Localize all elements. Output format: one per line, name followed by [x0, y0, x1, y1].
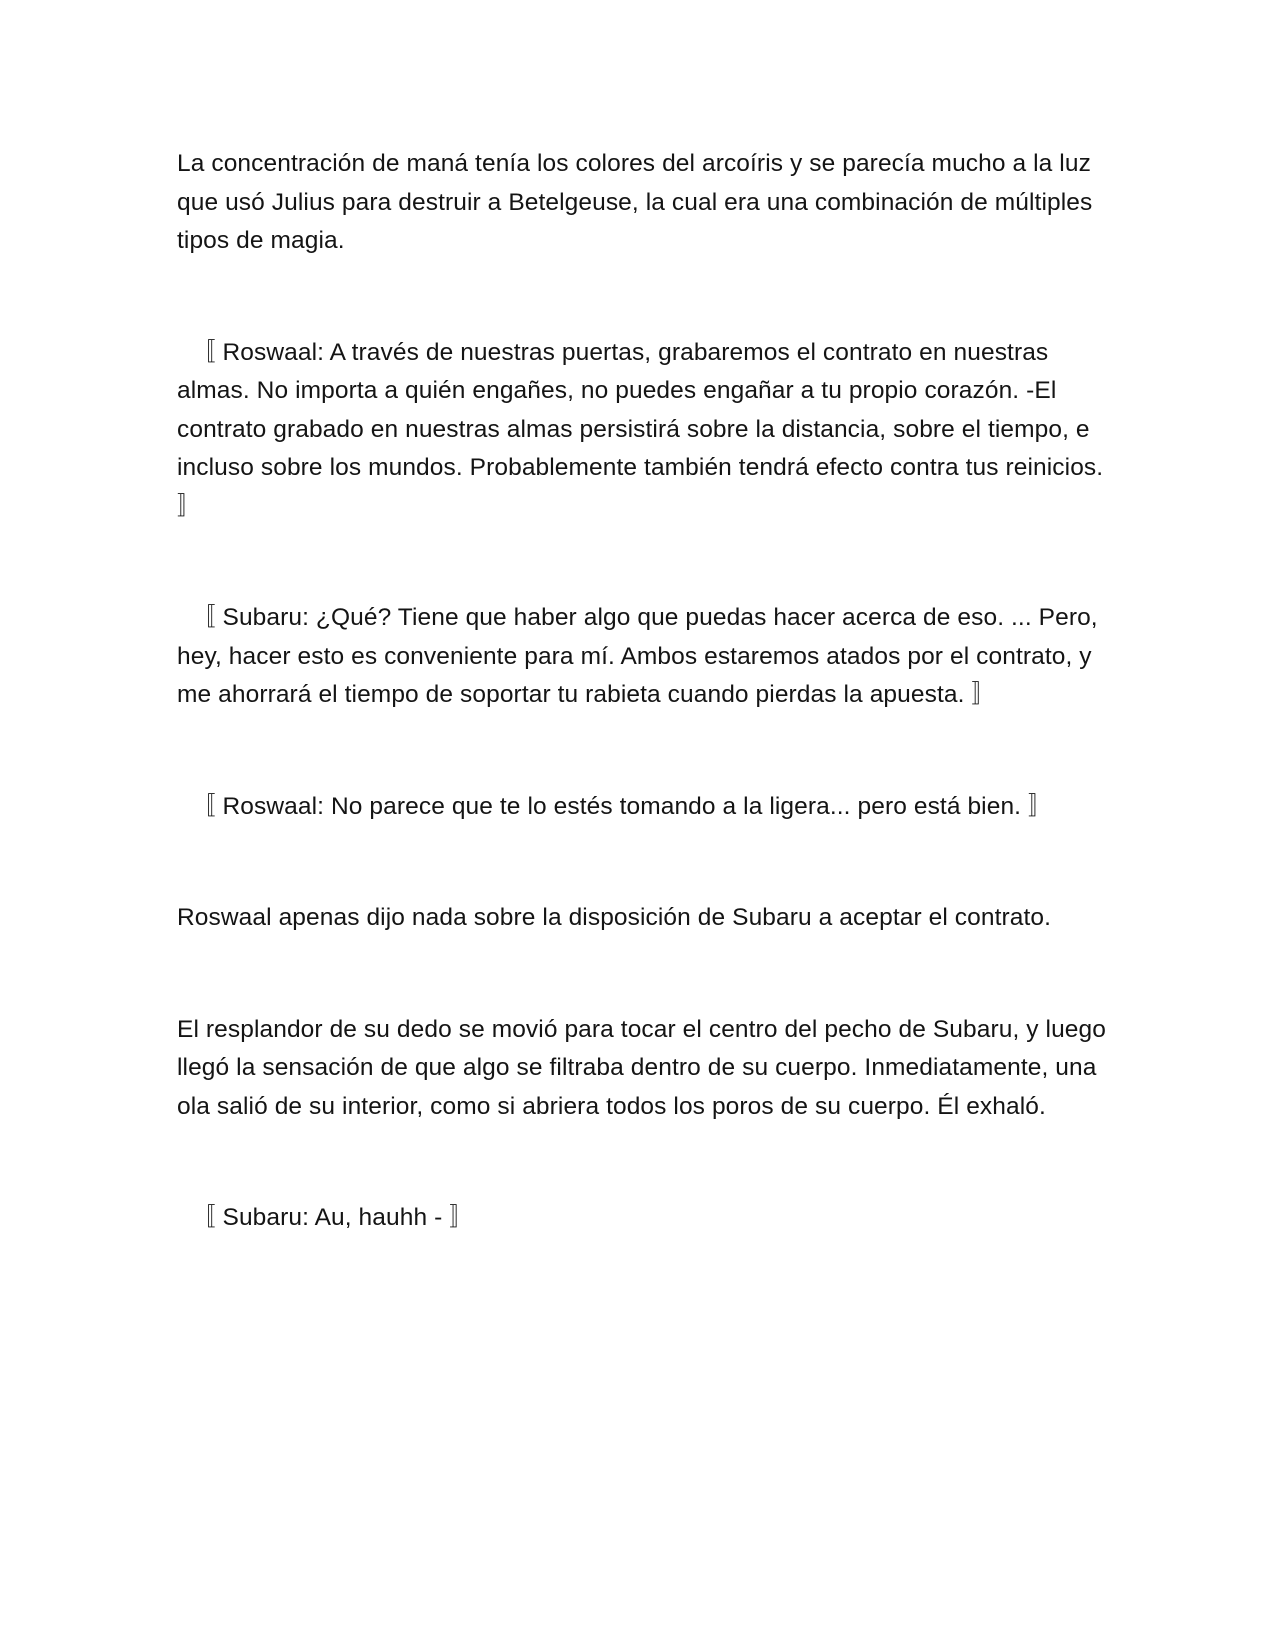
paragraph-dialogue-roswaal: 〚 Roswaal: A través de nuestras puertas, grabaremos el contrato en nuestras almas. No importa a quién engañes, no puedes engañar a tu propio corazón. -El contrato grabado en nuestras almas persistirá sobre la distancia, sobre el tiempo, e incluso sobre los mundos. Probablemente también tendrá efecto contra tus reinicios. 〛 — [177, 338, 1104, 520]
paragraph-narration: El resplandor de su dedo se movió para tocar el centro del pecho de Subaru, y luego llegó la sensación de que algo se filtraba dentro de su cuerpo. Inmediatamente, una ola salió de su interior, como si abriera todos los poros de su cuerpo. Él exhaló. — [177, 1015, 1106, 1120]
paragraph-narration: Roswaal apenas dijo nada sobre la disposición de Subaru a aceptar el contrato. — [177, 904, 1052, 931]
paragraph-dialogue-roswaal: 〚 Roswaal: No parece que te lo estés tomando a la ligera... pero está bien. 〛 — [191, 792, 1053, 820]
text-body — [177, 145, 1107, 1238]
paragraph-dialogue-subaru: 〚 Subaru: ¿Qué? Tiene que haber algo que puedas hacer acerca de eso. ... Pero, hey, hacer esto es conveniente para mí. Ambos estaremos atados por el contrato, y me ahorrará el tiempo de soportar tu rabieta cuando pierdas la apuesta. 〛 — [177, 604, 1098, 708]
paragraph-dialogue-subaru: 〚 Subaru: Au, hauhh - 〛 — [191, 1204, 474, 1231]
paragraph-narration: La concentración de maná tenía los colores del arcoíris y se parecía mucho a la luz que usó Julius para destruir a Betelgeuse, la cual era una combinación de múltiples tipos de magia. — [177, 150, 1093, 254]
